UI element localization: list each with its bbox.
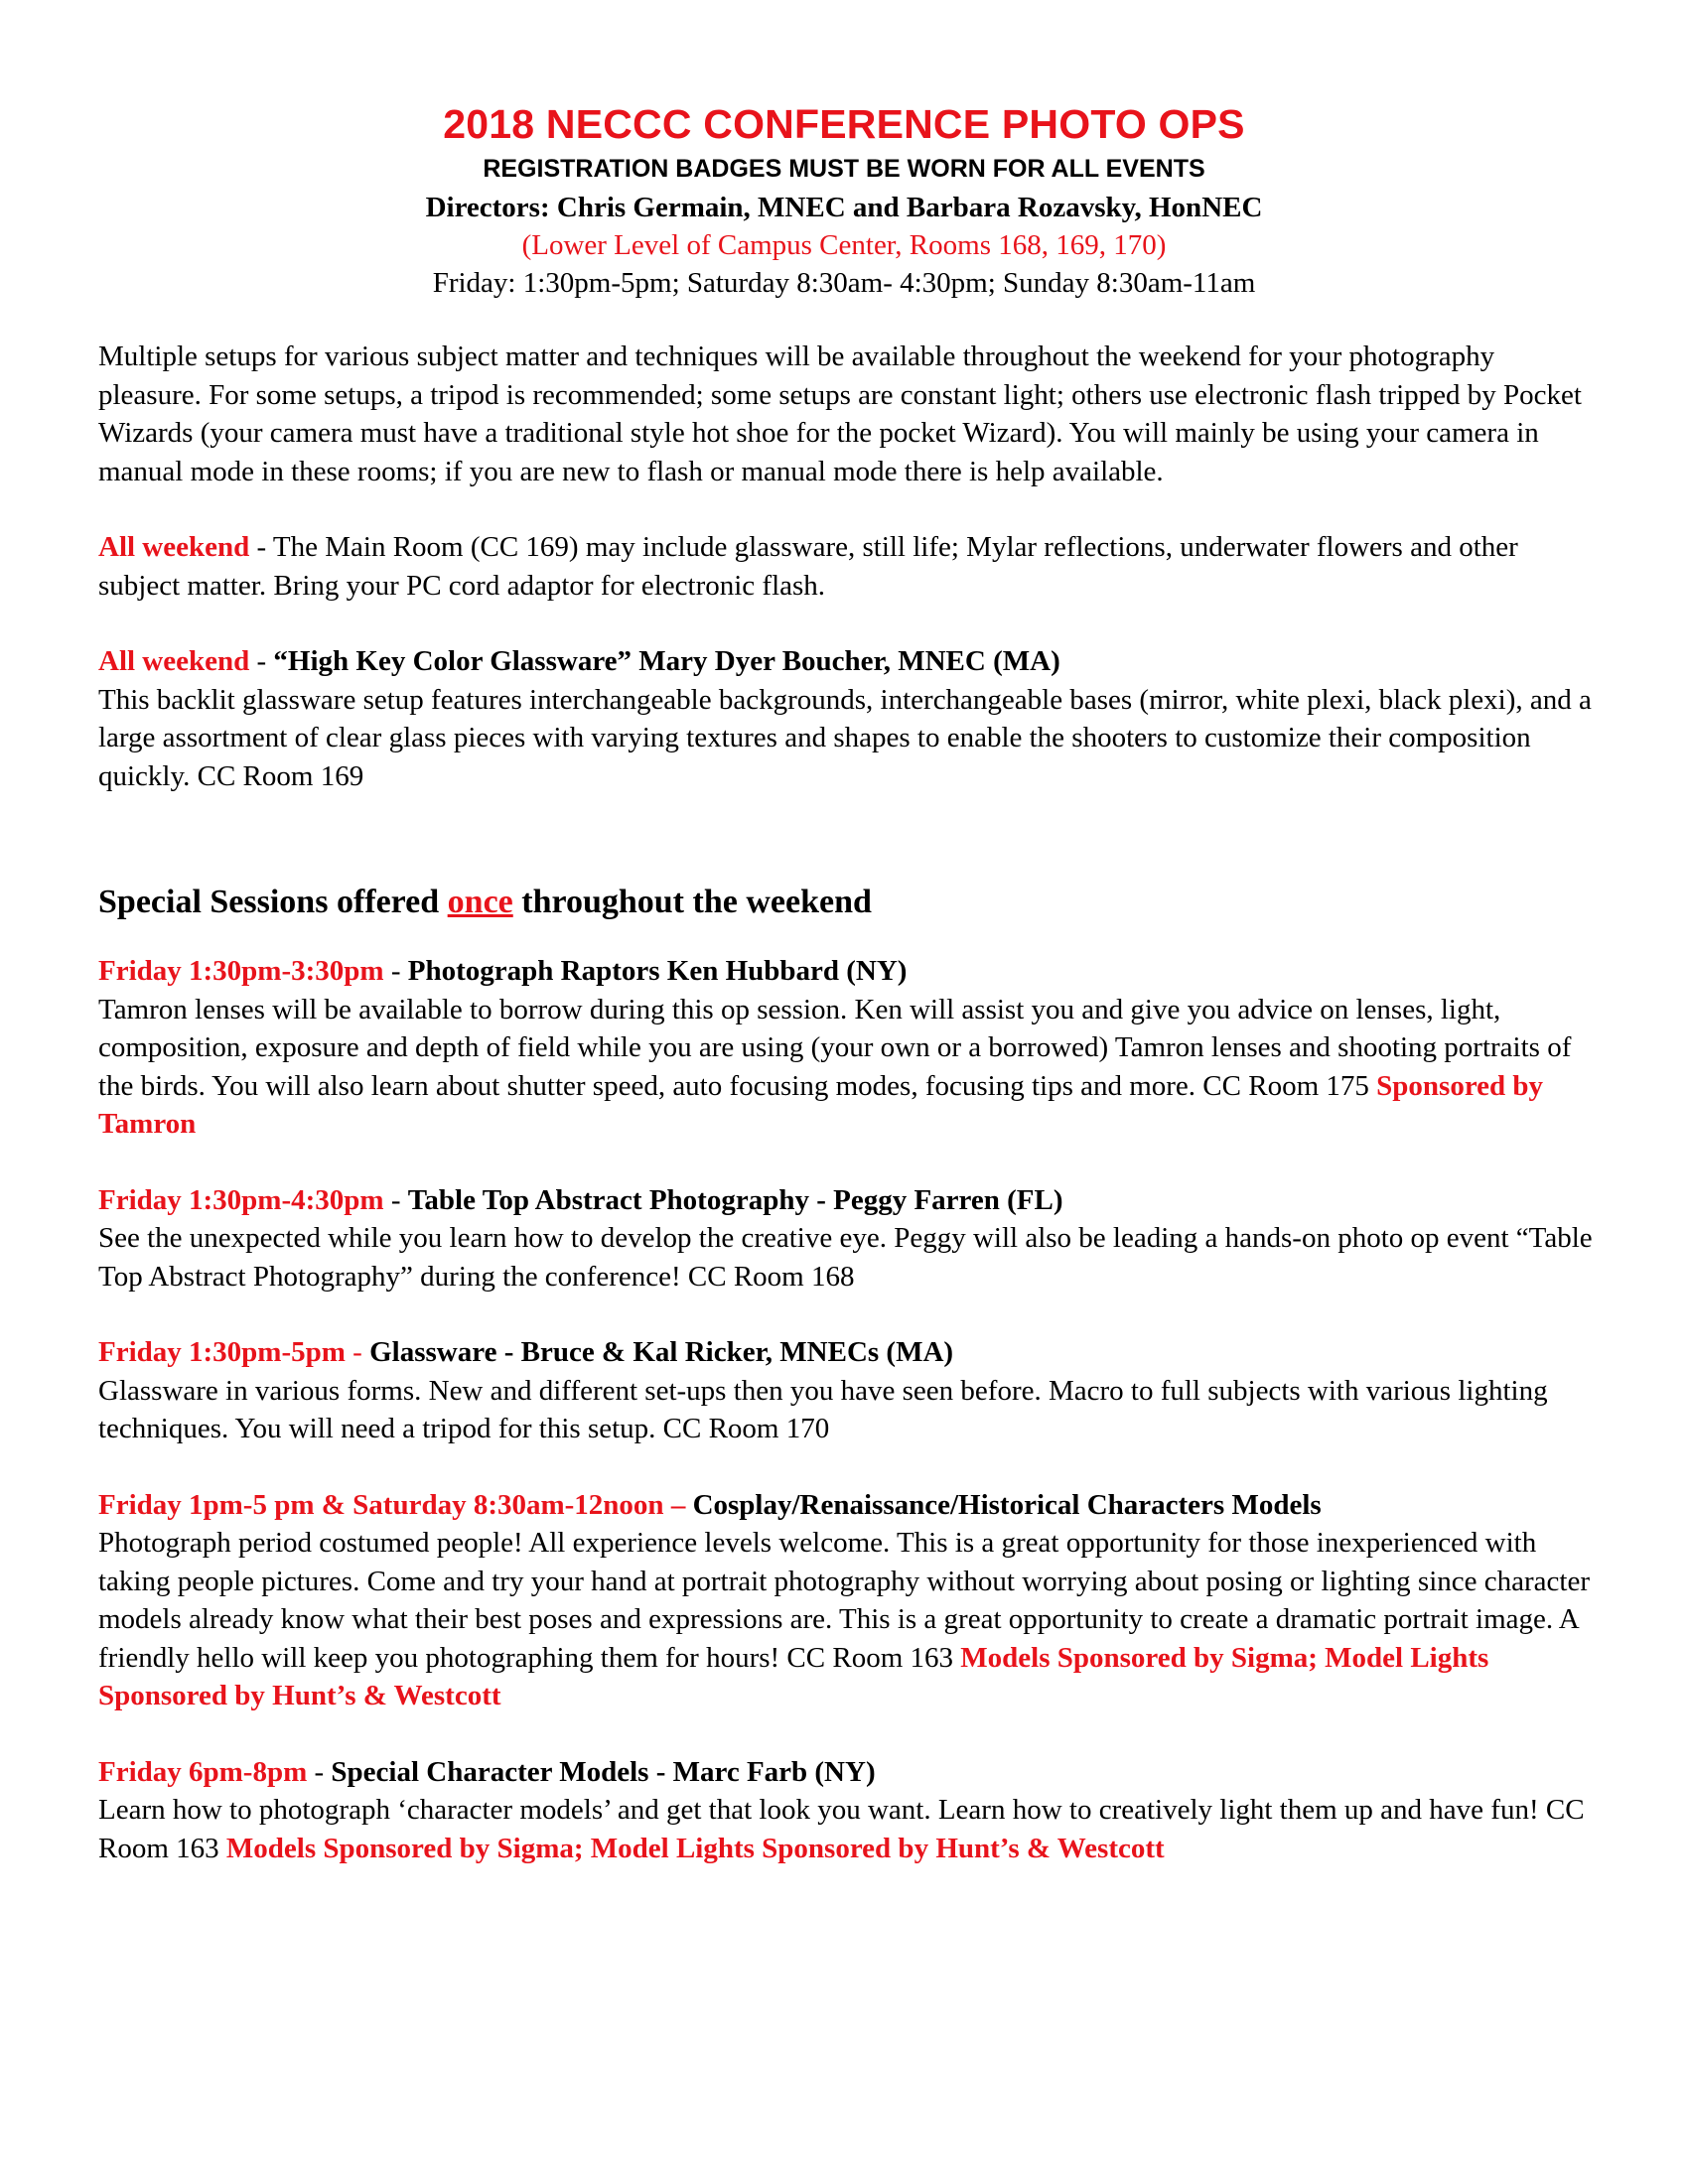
session-text xyxy=(98,991,1598,1144)
hours-line: Friday: 1:30pm-5pm; Saturday 8:30am- 4:30pm; Sunday 8:30am-11am xyxy=(432,267,1256,299)
weekend-item-when: All weekend xyxy=(98,531,250,563)
directors-line: Directors: Chris Germain, MNEC and Barbara Rozavsky, HonNEC xyxy=(425,192,1263,223)
session-text xyxy=(98,1791,1598,1867)
session-when: Friday 1:30pm-3:30pm xyxy=(98,955,384,987)
heading-pre: Special Sessions offered xyxy=(98,884,448,920)
session-heading xyxy=(98,1753,1598,1792)
session-description: Photograph period costumed people! All experience levels welcome. This is a great opportunity for those inexperienced with taking people pictures. Come and try your hand at portrait photography without worrying about posing or lighting since character models already know what their best poses and expressions are. This is a great opportunity to create a dramatic portrait image. A friendly hello will keep you photographing them for hours! CC Room 163 xyxy=(98,1527,1590,1674)
session-heading xyxy=(98,1181,1598,1220)
weekend-item-sep: - xyxy=(249,531,273,563)
session-title: Table Top Abstract Photography - Peggy Farren (FL) xyxy=(407,1183,1063,1216)
document-title: 2018 NECCC CONFERENCE PHOTO OPS xyxy=(443,101,1245,147)
session-when: Friday 1:30pm-5pm xyxy=(98,1336,346,1368)
session-text xyxy=(98,1219,1598,1296)
session-sponsor: Models Sponsored by Sigma; Model Lights Sponsored by Hunt’s & Westcott xyxy=(98,1641,1489,1711)
session-heading xyxy=(98,1486,1598,1525)
intro-paragraph: Multiple setups for various subject matter and techniques will be available throughout the weekend for your photography pleasure. For some setups, a tripod is recommended; some setups are constant light; others use electronic flash tripped by Pocket Wizards (your camera must have a traditional style hot shoe for the pocket Wizard). You will mainly be using your camera in manual mode in these rooms; if you are new to flash or manual mode there is help available. xyxy=(98,341,1582,487)
heading-post: throughout the weekend xyxy=(512,884,872,920)
document-header xyxy=(0,97,1688,302)
weekend-item-text: The Main Room (CC 169) may include glassware, still life; Mylar reflections, underwater flowers and other subject matter. Bring your PC cord adaptor for electronic flash. xyxy=(98,531,1518,602)
badge-notice: REGISTRATION BADGES MUST BE WORN FOR ALL EVENTS xyxy=(483,155,1205,183)
session-text xyxy=(98,1524,1598,1715)
location-line: (Lower Level of Campus Center, Rooms 168, 169, 170) xyxy=(521,229,1167,261)
session-title: Glassware - Bruce & Kal Ricker, MNECs (MA) xyxy=(369,1336,954,1368)
session-text xyxy=(98,1372,1598,1448)
session-title: Photograph Raptors Ken Hubbard (NY) xyxy=(407,955,908,987)
session-description: See the unexpected while you learn how to develop the creative eye. Peggy will also be leading a hands-on photo op event “Table Top Abstract Photography” during the conference! CC Room 168 xyxy=(98,1222,1593,1293)
session-when: Friday 1pm-5 pm & Saturday 8:30am-12noon xyxy=(98,1488,664,1521)
session-description: Tamron lenses will be available to borrow during this op session. Ken will assist you and give you advice on lenses, light, composition, exposure and depth of field while you are using (your own or a borrowed) Tamron lenses and shooting portraits of the birds. You will also learn about shutter speed, auto focusing modes, focusing tips and more. CC Room 175 xyxy=(98,993,1572,1102)
document-body xyxy=(98,338,1598,1867)
session-sep: – xyxy=(663,1488,693,1521)
session-sep: - xyxy=(383,1183,408,1216)
session-when: Friday 6pm-8pm xyxy=(98,1755,308,1788)
session-description: Glassware in various forms. New and different set-ups then you have seen before. Macro to full subjects with various lighting techniques. You will need a tripod for this setup. CC Room 170 xyxy=(98,1374,1548,1444)
session-title: Special Character Models - Marc Farb (NY) xyxy=(331,1755,876,1788)
weekend-item-text: This backlit glassware setup features interchangeable backgrounds, interchangeable bases (mirror, white plexi, black plexi), and a large assortment of clear glass pieces with varying textures and shapes to enable the shooters to customize their composition quickly. CC Room 169 xyxy=(98,683,1592,792)
weekend-item-when: All weekend xyxy=(98,645,250,677)
session-sep: - xyxy=(307,1755,332,1788)
session-sponsor: Sponsored by Tamron xyxy=(98,1069,1544,1140)
weekend-item-title: “High Key Color Glassware” Mary Dyer Boucher, MNEC (MA) xyxy=(273,645,1060,677)
heading-emphasis: once xyxy=(447,884,513,920)
weekend-item-heading xyxy=(98,642,1598,681)
special-sessions-heading xyxy=(98,881,1598,924)
weekend-item-sep: - xyxy=(249,645,274,677)
weekend-item xyxy=(98,528,1598,605)
session-heading xyxy=(98,952,1598,991)
session-when: Friday 1:30pm-4:30pm xyxy=(98,1183,384,1216)
session-sponsor: Models Sponsored by Sigma; Model Lights Sponsored by Hunt’s & Westcott xyxy=(225,1832,1165,1864)
session-heading xyxy=(98,1333,1598,1372)
session-title: Cosplay/Renaissance/Historical Characters Models xyxy=(692,1488,1322,1521)
session-description: Learn how to photograph ‘character models’ and get that look you want. Learn how to creatively light them up and have fun! CC Room 163 xyxy=(98,1794,1585,1864)
session-sep: - xyxy=(345,1336,370,1368)
session-sep: - xyxy=(383,955,408,987)
